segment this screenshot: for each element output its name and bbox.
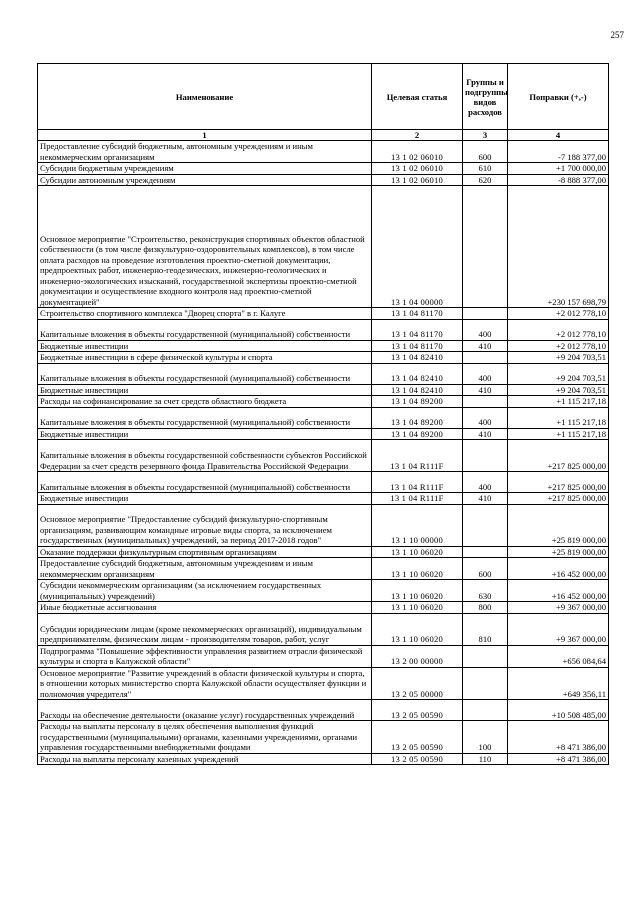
row-amount: -8 888 377,00	[508, 174, 609, 186]
row-target-code: 13 1 10 00000	[372, 504, 463, 546]
row-amount: +25 819 000,00	[508, 504, 609, 546]
row-amount: +1 115 217,18	[508, 396, 609, 408]
row-name: Субсидии бюджетным учреждениям	[38, 163, 372, 175]
row-name: Бюджетные инвестиции	[38, 384, 372, 396]
row-expense-group	[463, 308, 508, 320]
row-name: Подпрограмма "Повышение эффективности управления развитием отрасли физической культуры и спорта в Калужской области"	[38, 645, 372, 667]
row-target-code: 13 1 04 R111F	[372, 472, 463, 493]
column-number: 4	[508, 130, 609, 141]
header-name: Наименование	[38, 64, 372, 130]
row-name: Капитальные вложения в объекты государственной собственности субъектов Российской Федерации за счет средств резервного фонда Правительства Российской Федерации	[38, 440, 372, 472]
row-target-code: 13 1 04 82410	[372, 384, 463, 396]
row-name: Бюджетные инвестиции в сфере физической культуры и спорта	[38, 352, 372, 364]
row-name: Расходы на выплаты персоналу в целях обеспечения выполнения функций государственными (муниципальными) органами, казенными учреждениями, органами управления государственными внебюджетными фондами	[38, 721, 372, 754]
table-row	[38, 186, 609, 308]
row-name: Капитальные вложения в объекты государственной (муниципальной) собственности	[38, 407, 372, 428]
row-expense-group	[463, 546, 508, 558]
row-expense-group	[463, 667, 508, 700]
row-expense-group: 600	[463, 141, 508, 163]
row-amount: +1 115 217,18	[508, 407, 609, 428]
row-amount: +217 825 000,00	[508, 472, 609, 493]
row-name: Иные бюджетные ассигнования	[38, 602, 372, 614]
row-expense-group: 810	[463, 613, 508, 645]
table-row	[38, 308, 609, 320]
row-expense-group	[463, 504, 508, 546]
row-name: Бюджетные инвестиции	[38, 493, 372, 505]
table-row	[38, 174, 609, 186]
row-target-code: 13 2 05 00590	[372, 721, 463, 754]
table-row	[38, 340, 609, 352]
table-row	[38, 319, 609, 340]
row-expense-group	[463, 186, 508, 308]
row-amount: +2 012 778,10	[508, 308, 609, 320]
row-name: Капитальные вложения в объекты государственной (муниципальной) собственности	[38, 472, 372, 493]
row-name: Субсидии юридическим лицам (кроме некоммерческих организаций), индивидуальным предпринимателям, физическим лицам - производителям товаров, работ, услуг	[38, 613, 372, 645]
row-expense-group: 410	[463, 340, 508, 352]
header-amount: Поправки (+,-)	[508, 64, 609, 130]
row-target-code: 13 1 02 06010	[372, 141, 463, 163]
row-target-code: 13 1 02 06010	[372, 174, 463, 186]
row-target-code: 13 1 04 00000	[372, 186, 463, 308]
row-expense-group: 410	[463, 493, 508, 505]
row-target-code: 13 2 05 00590	[372, 700, 463, 721]
row-amount: +16 452 000,00	[508, 580, 609, 602]
table-row	[38, 363, 609, 384]
row-expense-group: 400	[463, 319, 508, 340]
row-target-code: 13 1 04 81170	[372, 308, 463, 320]
row-amount: +217 825 000,00	[508, 440, 609, 472]
row-target-code: 13 1 10 06020	[372, 558, 463, 580]
table-row	[38, 721, 609, 754]
table-row	[38, 396, 609, 408]
row-amount: +8 471 386,00	[508, 721, 609, 754]
row-amount: +10 508 485,00	[508, 700, 609, 721]
row-target-code: 13 1 04 82410	[372, 363, 463, 384]
row-name: Субсидии некоммерческим организациям (за исключением государственных (муниципальных) учреждений)	[38, 580, 372, 602]
table-row	[38, 580, 609, 602]
row-name: Оказание поддержки физкультурным спортивным организациям	[38, 546, 372, 558]
row-target-code: 13 1 04 89200	[372, 428, 463, 440]
row-name: Предоставление субсидий бюджетным, автономным учреждениям и иным некоммерческим организациям	[38, 558, 372, 580]
row-name: Капитальные вложения в объекты государственной (муниципальной) собственности	[38, 363, 372, 384]
row-target-code: 13 2 00 00000	[372, 645, 463, 667]
row-target-code: 13 1 04 89200	[372, 407, 463, 428]
row-expense-group: 110	[463, 753, 508, 765]
table-row	[38, 472, 609, 493]
row-name: Основное мероприятие "Строительство, реконструкция спортивных объектов областной собственности (в том числе физкультурно-оздоровительных комплексов), в том числе оплата расходов на проведение изготовления проектно-сметной документации, предпроектных работ, инженерно-геодезических, инженерно-геологических и инженерно-экологических изысканий, государственной экспертизы проектно-сметной документации и осуществление входного контроля над проектно-сметной документацией"	[38, 186, 372, 308]
table-row	[38, 493, 609, 505]
row-amount: +230 157 698,79	[508, 186, 609, 308]
page-number: 257	[610, 30, 624, 40]
table-row	[38, 602, 609, 614]
row-expense-group: 630	[463, 580, 508, 602]
table-row	[38, 440, 609, 472]
header-code: Целевая статья	[372, 64, 463, 130]
row-expense-group	[463, 396, 508, 408]
row-expense-group	[463, 700, 508, 721]
row-target-code: 13 1 04 R111F	[372, 493, 463, 505]
column-number: 2	[372, 130, 463, 141]
row-expense-group: 610	[463, 163, 508, 175]
table-row	[38, 753, 609, 765]
row-expense-group	[463, 645, 508, 667]
row-name: Бюджетные инвестиции	[38, 340, 372, 352]
row-amount: +16 452 000,00	[508, 558, 609, 580]
table-row	[38, 504, 609, 546]
table-row	[38, 384, 609, 396]
row-name: Бюджетные инвестиции	[38, 428, 372, 440]
row-amount: +9 204 703,51	[508, 363, 609, 384]
table-row	[38, 645, 609, 667]
row-target-code: 13 1 04 81170	[372, 319, 463, 340]
row-name: Капитальные вложения в объекты государственной (муниципальной) собственности	[38, 319, 372, 340]
row-expense-group	[463, 440, 508, 472]
row-name: Субсидии автономным учреждениям	[38, 174, 372, 186]
row-expense-group: 600	[463, 558, 508, 580]
table-row	[38, 613, 609, 645]
row-target-code: 13 1 10 06020	[372, 602, 463, 614]
row-amount: +2 012 778,10	[508, 340, 609, 352]
row-target-code: 13 1 10 06020	[372, 580, 463, 602]
row-amount: +656 084,64	[508, 645, 609, 667]
row-amount: +649 356,11	[508, 667, 609, 700]
table-row	[38, 428, 609, 440]
row-target-code: 13 1 04 81170	[372, 340, 463, 352]
row-name: Строительство спортивного комплекса "Дворец спорта" в г. Калуге	[38, 308, 372, 320]
row-amount: +1 700 000,00	[508, 163, 609, 175]
table-row	[38, 667, 609, 700]
row-amount: +2 012 778,10	[508, 319, 609, 340]
row-target-code: 13 1 10 06020	[372, 613, 463, 645]
row-expense-group	[463, 352, 508, 364]
row-expense-group: 400	[463, 363, 508, 384]
row-expense-group: 400	[463, 472, 508, 493]
row-name: Расходы на обеспечение деятельности (оказание услуг) государственных учреждений	[38, 700, 372, 721]
row-target-code: 13 1 04 89200	[372, 396, 463, 408]
table-row	[38, 546, 609, 558]
row-target-code: 13 2 05 00000	[372, 667, 463, 700]
row-amount: +217 825 000,00	[508, 493, 609, 505]
table-row	[38, 141, 609, 163]
table-row	[38, 352, 609, 364]
row-expense-group: 800	[463, 602, 508, 614]
row-amount: -7 188 377,00	[508, 141, 609, 163]
table-row	[38, 558, 609, 580]
column-number: 3	[463, 130, 508, 141]
table-row	[38, 700, 609, 721]
row-target-code: 13 1 02 06010	[372, 163, 463, 175]
row-name: Расходы на выплаты персоналу казенных учреждений	[38, 753, 372, 765]
row-amount: +9 204 703,51	[508, 352, 609, 364]
column-number: 1	[38, 130, 372, 141]
row-expense-group: 410	[463, 428, 508, 440]
row-name: Основное мероприятие "Предоставление субсидий физкультурно-спортивным организациям, развивающим командные игровые виды спорта, за исключением государственных (муниципальных) учреждений, за период 2017-2018 годов"	[38, 504, 372, 546]
row-expense-group: 620	[463, 174, 508, 186]
row-amount: +25 819 000,00	[508, 546, 609, 558]
row-name: Предоставление субсидий бюджетным, автономным учреждениям и иным некоммерческим организациям	[38, 141, 372, 163]
table-row	[38, 407, 609, 428]
row-target-code: 13 1 04 82410	[372, 352, 463, 364]
row-target-code: 13 2 05 00590	[372, 753, 463, 765]
row-target-code: 13 1 04 R111F	[372, 440, 463, 472]
header-group: Группы и подгруппы видов расходов	[463, 64, 508, 130]
row-name: Расходы на софинансирование за счет средств областного бюджета	[38, 396, 372, 408]
row-target-code: 13 1 10 06020	[372, 546, 463, 558]
row-amount: +9 367 000,00	[508, 613, 609, 645]
table-row	[38, 163, 609, 175]
row-amount: +1 115 217,18	[508, 428, 609, 440]
row-amount: +8 471 386,00	[508, 753, 609, 765]
budget-amendments-table	[37, 63, 609, 765]
row-expense-group: 410	[463, 384, 508, 396]
row-expense-group: 100	[463, 721, 508, 754]
row-amount: +9 367 000,00	[508, 602, 609, 614]
row-amount: +9 204 703,51	[508, 384, 609, 396]
row-expense-group: 400	[463, 407, 508, 428]
row-name: Основное мероприятие "Развитие учреждений в области физической культуры и спорта, в отношении которых министерство спорта Калужской области осуществляет функции и полномочия учредителя"	[38, 667, 372, 700]
